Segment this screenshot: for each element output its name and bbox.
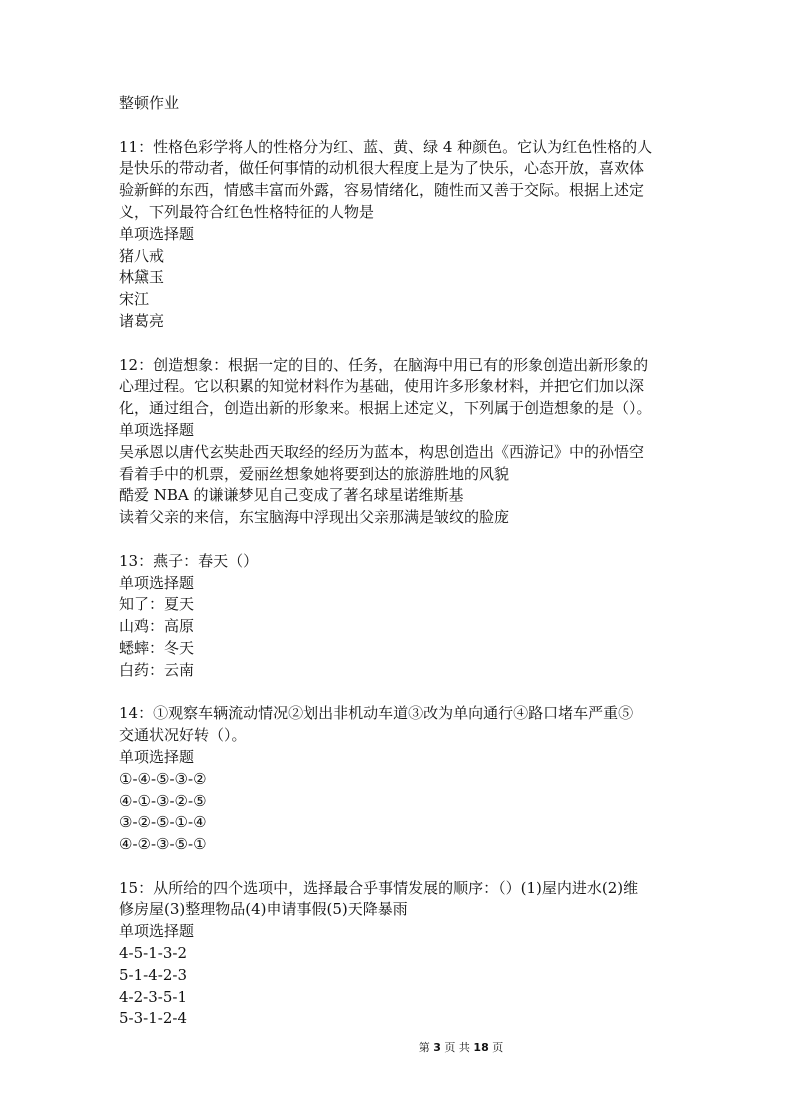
answer-option: 诸葛亮 — [119, 311, 165, 330]
question-stem-line: 义，下列最符合红色性格特征的人物是 — [119, 202, 375, 221]
question-type-label: 单项选择题 — [119, 224, 195, 243]
question-block — [119, 551, 679, 682]
answer-option: 吴承恩以唐代玄奘赴西天取经的经历为蓝本，构思创造出《西游记》中的孙悟空 — [119, 442, 645, 461]
footer-prefix: 第 — [418, 1041, 430, 1054]
question-stem-line: 化，通过组合，创造出新的形象来。根据上述定义，下列属于创造想象的是（）。 — [119, 399, 652, 418]
answer-option: 读着父亲的来信，东宝脑海中浮现出父亲那满是皱纹的脸庞 — [119, 508, 510, 527]
question-stem-line: 14：①观察车辆流动情况②划出非机动车道③改为单向通行④路口堵车严重⑤ — [119, 704, 634, 723]
answer-option: ④-②-③-⑤-① — [119, 835, 207, 854]
answer-option: 5-1-4-2-3 — [119, 965, 187, 984]
footer-suffix: 页 — [492, 1041, 504, 1054]
answer-option: 4-2-3-5-1 — [119, 987, 187, 1006]
question-block — [119, 355, 679, 529]
top-text: 整顿作业 — [119, 94, 180, 112]
question-block — [119, 137, 679, 333]
answer-option: ③-②-⑤-①-④ — [119, 813, 207, 832]
footer-total-pages: 18 — [473, 1041, 489, 1054]
answer-option: 山鸡：高原 — [119, 617, 195, 636]
question-stem-line: 11：性格色彩学将人的性格分为红、蓝、黄、绿 4 种颜色。它认为红色性格的人 — [119, 137, 653, 156]
answer-option: 林黛玉 — [119, 268, 165, 287]
page-footer — [0, 1041, 792, 1055]
answer-option: 猪八戒 — [119, 246, 165, 265]
question-type-label: 单项选择题 — [119, 420, 195, 439]
page-content — [119, 93, 679, 1052]
question-list — [119, 137, 679, 1031]
question-stem-line: 验新鲜的东西，情感丰富而外露，容易情绪化，随性而又善于交际。根据上述定 — [119, 181, 645, 200]
answer-option: ④-①-③-②-⑤ — [119, 791, 207, 810]
question-stem-line: 15：从所给的四个选项中，选择最合乎事情发展的顺序：（）(1)屋内进水(2)维 — [119, 878, 639, 897]
answer-option: 看着手中的机票，爱丽丝想象她将要到达的旅游胜地的风貌 — [119, 464, 510, 483]
question-type-label: 单项选择题 — [119, 573, 195, 592]
question-stem-line: 是快乐的带动者，做任何事情的动机很大程度上是为了快乐，心态开放，喜欢体 — [119, 159, 645, 178]
question-stem-line: 交通状况好转（）。 — [119, 726, 247, 745]
answer-option: 知了：夏天 — [119, 595, 195, 614]
footer-page-number: 3 — [433, 1041, 441, 1054]
question-stem-line: 12：创造想象：根据一定的目的、任务，在脑海中用已有的形象创造出新形象的 — [119, 355, 649, 374]
answer-option: 4-5-1-3-2 — [119, 944, 187, 963]
answer-option: 5-3-1-2-4 — [119, 1009, 187, 1028]
answer-option: 白药：云南 — [119, 660, 195, 679]
question-block — [119, 878, 679, 1031]
question-stem-line: 13：燕子：春天（） — [119, 551, 259, 570]
question-stem-line: 修房屋(3)整理物品(4)申请事假(5)天降暴雨 — [119, 900, 408, 919]
answer-option: 酷爱 NBA 的谦谦梦见自己变成了著名球星诺维斯基 — [119, 486, 464, 505]
answer-option: 宋江 — [119, 290, 150, 309]
question-stem-line: 心理过程。它以积累的知觉材料作为基础，使用许多形象材料，并把它们加以深 — [119, 377, 645, 396]
question-type-label: 单项选择题 — [119, 747, 195, 766]
question-block — [119, 703, 679, 856]
answer-option: 蟋蟀：冬天 — [119, 638, 195, 657]
question-type-label: 单项选择题 — [119, 922, 195, 941]
footer-middle: 页 共 — [444, 1041, 470, 1054]
answer-option: ①-④-⑤-③-② — [119, 769, 207, 788]
